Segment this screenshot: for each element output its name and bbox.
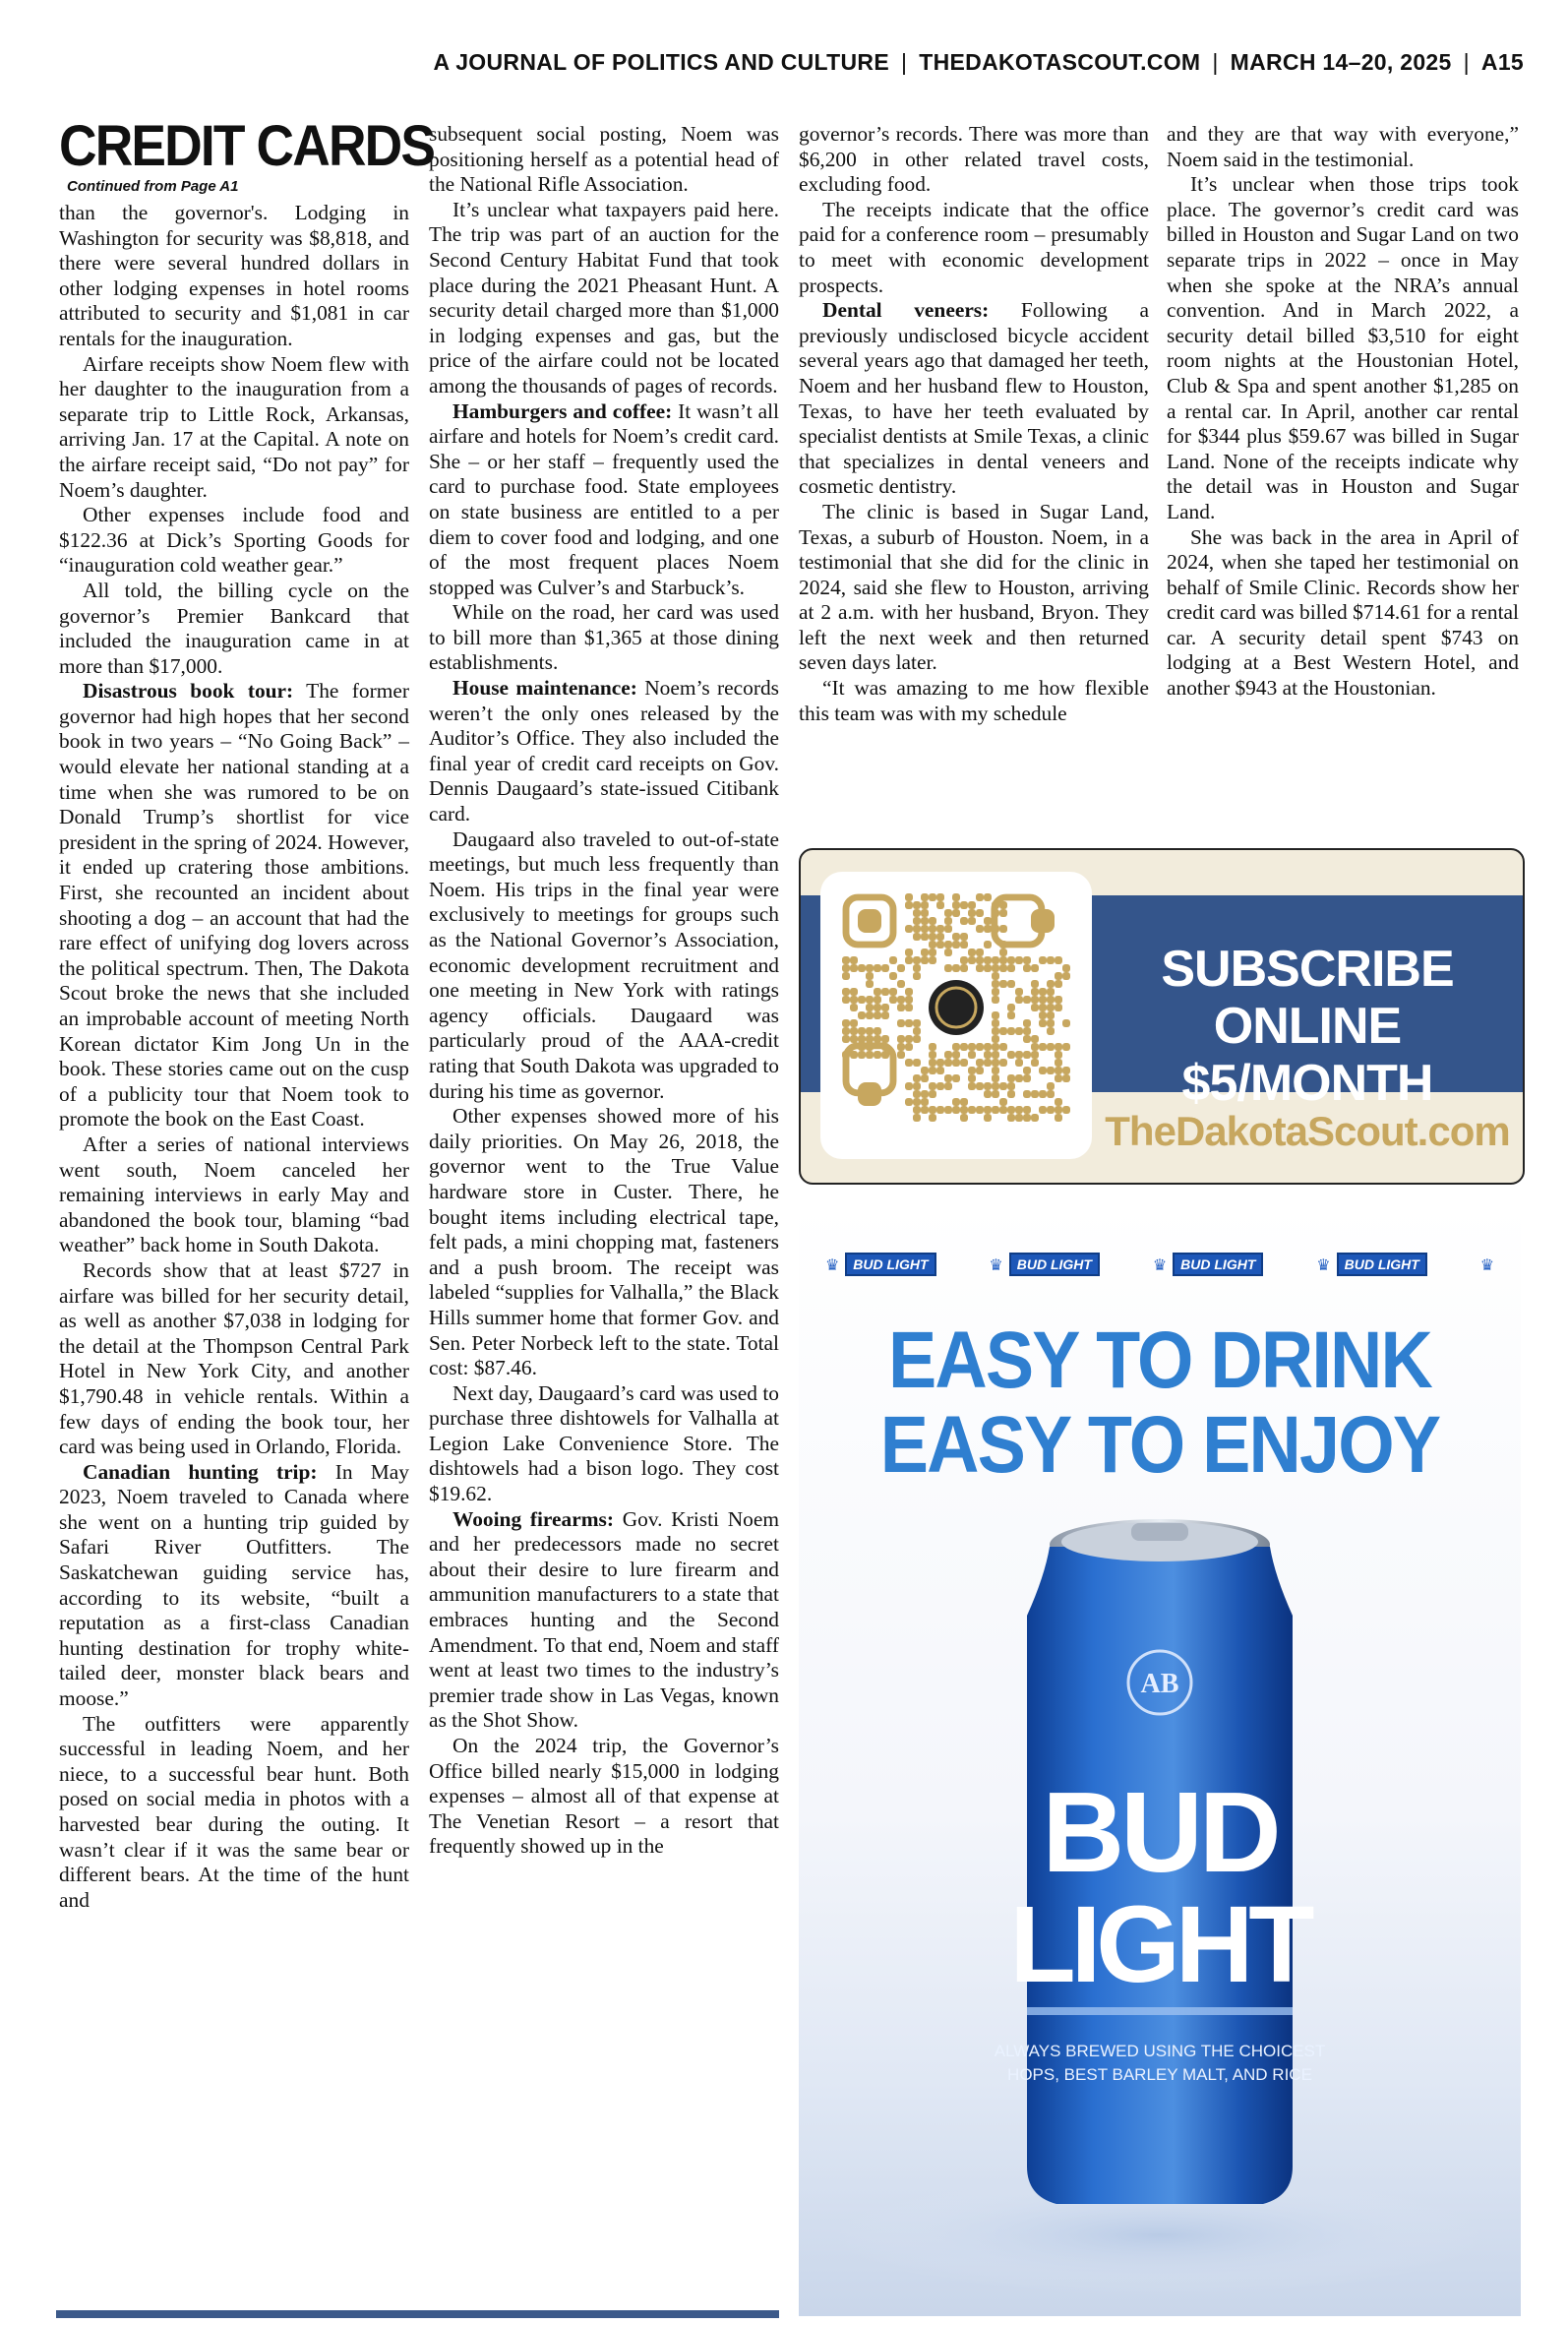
paragraph-text: The clinic is based in Sugar Land, Texas, a suburb of Houston. Noem, in a testimonial that she did for the clinic in 2024, said she flew to Houston, arriving at 2 a.m. with her husband, Bryon. They left the next week and then returned seven days later.: [799, 499, 1149, 675]
paragraph-text: Other expenses include food and $122.36 at Dick’s Sporting Goods for “inauguration cold weather gear.”: [59, 503, 409, 578]
article-paragraph: [799, 198, 1149, 298]
article-paragraph: [59, 352, 409, 504]
headline: CREDIT CARDS: [59, 114, 435, 178]
paragraph-lead: House maintenance:: [452, 676, 637, 701]
paragraph-text: “It was amazing to me how flexible this team was with my schedule: [799, 676, 1149, 725]
column-bottom-rule: [56, 2310, 779, 2318]
article-paragraph: [429, 198, 779, 399]
paragraph-text: While on the road, her card was used to bill more than $1,365 at those dining establishments.: [429, 600, 779, 675]
subscribe-title: [1092, 941, 1523, 1112]
paragraph-lead: Hamburgers and coffee:: [452, 398, 673, 423]
masthead-separator: |: [1212, 49, 1219, 75]
paragraph-text: She was back in the area in April of 2024, when she taped her testimonial on behalf of Smile Clinic. Records show her credit card was billed $714.61 for a rental car. A security detail spent $743 on lodging at a Best Western Hotel, and another $943 at the Houstonian.: [1167, 524, 1519, 701]
subscribe-line-2: $5/MONTH: [1181, 1055, 1433, 1112]
column-1-body: [59, 201, 409, 1913]
can-tagline-1: ALWAYS BREWED USING THE CHOICEST: [994, 2042, 1326, 2060]
masthead-separator: |: [1463, 49, 1470, 75]
page-number: A15: [1480, 49, 1524, 75]
qr-code-icon: [842, 893, 1070, 1137]
bud-light-logo-text: BUD LIGHT: [845, 1253, 935, 1276]
masthead-site: THEDAKOTASCOUT.COM: [919, 49, 1201, 75]
ad-slogan-line-2: EASY TO ENJOY: [879, 1400, 1440, 1490]
article-paragraph: [59, 503, 409, 579]
article-paragraph: [59, 201, 409, 352]
masthead-date: MARCH 14–20, 2025: [1230, 49, 1452, 75]
article-paragraph: [59, 1258, 409, 1460]
article-paragraph: [1167, 172, 1519, 524]
article-paragraph: [799, 122, 1149, 198]
crown-icon: ♛: [824, 1254, 840, 1274]
paragraph-text: Noem’s records weren’t the only ones released by the Auditor’s Office. They also included the final year of credit card receipts on Gov. Dennis Daugaard’s state-issued Citibank card.: [429, 676, 779, 826]
paragraph-text: It’s unclear what taxpayers paid here. The trip was part of an auction for the Second Century Habitat Fund that took place during the 2021 Pheasant Hunt. A security detail charged more than $1,000 in lodging expenses and gas, but the price of the airfare could not be located among the thousands of pages of records.: [429, 197, 779, 398]
paragraph-text: than the governor's. Lodging in Washington for security was $8,818, and there were several hundred dollars in other lodging expenses in hotel rooms attributed to security and $1,081 in car rentals for the inauguration.: [59, 201, 409, 350]
paragraph-lead: Disastrous book tour:: [83, 679, 294, 704]
ad-slogan-line-1: EASY TO DRINK: [887, 1315, 1432, 1405]
subscribe-url[interactable]: TheDakotaScout.com: [1105, 1108, 1510, 1154]
crown-icon: ♛: [1479, 1254, 1495, 1274]
article-column-2: [429, 122, 779, 1860]
article-paragraph: [799, 676, 1149, 726]
article-paragraph: [429, 399, 779, 601]
paragraph-lead: Canadian hunting trip:: [83, 1459, 318, 1484]
paragraph-text: governor’s records. There was more than $6,200 in other related travel costs, excluding food.: [799, 122, 1149, 197]
continued-note: Continued from Page A1: [67, 178, 239, 195]
crown-icon: ♛: [1152, 1254, 1168, 1274]
article-paragraph: [429, 1381, 779, 1507]
paragraph-text: The receipts indicate that the office paid for a conference room – presumably to meet with economic development prospects.: [799, 197, 1149, 297]
subscribe-line-1: SUBSCRIBE ONLINE: [1161, 941, 1454, 1055]
paragraph-text: subsequent social posting, Noem was positioning herself as a potential head of the National Rifle Association.: [429, 122, 779, 197]
paragraph-text: Other expenses showed more of his daily priorities. On May 26, 2018, the governor went to the True Value hardware store in Custer. There, he bought items including electrical tape, felt pads, a mini chopping mat, fasteners and a push broom. The receipt was labeled “supplies for Valhalla,” the Black Hills summer home that former Gov. and Sen. Peter Norbeck left to the state. Total cost: $87.46.: [429, 1104, 779, 1380]
masthead: [59, 49, 1524, 89]
can-badge: AB: [1140, 1669, 1179, 1699]
can-word-light: LIGHT: [1009, 1884, 1310, 2005]
article-column-4: [1167, 122, 1519, 702]
bud-light-logo-text: BUD LIGHT: [1173, 1253, 1263, 1276]
article-paragraph: [1167, 122, 1519, 172]
qr-code[interactable]: [820, 872, 1092, 1159]
article-paragraph: [59, 679, 409, 1132]
article-paragraph: [59, 1132, 409, 1258]
paragraph-text: In May 2023, Noem traveled to Canada where she went on a hunting trip guided by Safari River Outfitters. The Saskatchewan guiding service has, according to its website, “built a reputation as a first-class Canadian hunting destination for trophy white-tailed deer, monster black bears and moose.”: [59, 1459, 409, 1711]
bud-light-logo-text: BUD LIGHT: [1009, 1253, 1100, 1276]
article-paragraph: [429, 1734, 779, 1860]
paragraph-text: Following a previously undisclosed bicycle accident several years ago that damaged her teeth, Noem and her husband flew to Houston, Texas, to have her teeth evaluated by specialist dentists at Smile Texas, a clinic that specializes in dental veneers and cosmetic dentistry.: [799, 298, 1149, 499]
paragraph-text: It’s unclear when those trips took place. The governor’s credit card was billed in Houston and Sugar Land on two separate trips in 2022 – once in May when she spoke at the NRA’s annual convention. And in March 2022, a security detail billed $3,510 for eight room nights at the Houstonian Hotel, Club & Spa and spent another $1,285 on a rental car. In April, another car rental for $344 plus $59.67 was billed in Sugar Land. None of the receipts indicate why the detail was in Houston and Sugar Land.: [1167, 172, 1519, 523]
article-column-3: [799, 122, 1149, 726]
paragraph-text: All told, the billing cycle on the governor’s Premier Bankcard that included the inauguration came in at more than $17,000.: [59, 578, 409, 678]
article-paragraph: [1167, 525, 1519, 702]
paragraph-lead: Dental veneers:: [822, 298, 990, 323]
crown-icon: ♛: [989, 1254, 1003, 1274]
can-stripe: [1027, 2007, 1293, 2015]
paragraph-text: Next day, Daugaard’s card was used to purchase three dishtowels for Valhalla at Legion Lake Convenience Store. The dishtowels had a bison logo. They cost $19.62.: [429, 1380, 779, 1506]
article-paragraph: [429, 122, 779, 198]
paragraph-text: After a series of national interviews went south, Noem canceled her remaining interviews in early May and abandoned the book tour, blaming “bad weather” back home in South Dakota.: [59, 1132, 409, 1257]
article-paragraph: [429, 676, 779, 827]
article-paragraph: [799, 298, 1149, 500]
article-paragraph: [429, 827, 779, 1105]
paragraph-text: and they are that way with everyone,” Noem said in the testimonial.: [1167, 122, 1519, 171]
masthead-separator: |: [900, 49, 908, 75]
article-column-1: [59, 114, 435, 1913]
paragraph-text: Airfare receipts show Noem flew with her daughter to the inauguration from a separate trip to Little Rock, Arkansas, arriving Jan. 17 at the Capital. A note on the airfare receipt said, “Do not pay” for Noem’s daughter.: [59, 351, 409, 502]
paragraph-text: Gov. Kristi Noem and her predecessors made no secret about their desire to lure firearm and ammunition manufacturers to a state that embraces hunting and the Second Amendment. To that end, Noem and staff went at least two times to the industry’s premier trade show in Las Vegas, known as the Shot Show.: [429, 1506, 779, 1733]
subscribe-ad[interactable]: [799, 848, 1525, 1185]
bud-light-ad: [799, 1202, 1521, 2316]
article-paragraph: [59, 1460, 409, 1712]
article-paragraph: [429, 1104, 779, 1381]
article-paragraph: [59, 579, 409, 679]
masthead-journal: A JOURNAL OF POLITICS AND CULTURE: [433, 49, 889, 75]
article-paragraph: [429, 1507, 779, 1734]
paragraph-text: On the 2024 trip, the Governor’s Office billed nearly $15,000 in lodging expenses – almost all of that expense at The Venetian Resort – a resort that frequently showed up in the: [429, 1734, 779, 1859]
article-paragraph: [59, 1712, 409, 1914]
crown-icon: ♛: [1316, 1254, 1331, 1274]
paragraph-lead: Wooing firearms:: [452, 1506, 614, 1531]
pull-tab: [1131, 1523, 1188, 1541]
paragraph-text: The outfitters were apparently successful in leading Noem, and her niece, to a successful bear hunt. Both posed on social media in photos with a harvested bear during the outing. It wasn’t clear if it was the same bear or different bears. At the time of the hunt and: [59, 1711, 409, 1912]
paragraph-text: It wasn’t all airfare and hotels for Noem’s credit card. She – or her staff – frequently used the card to purchase food. State employees on state business are entitled to a per diem to cover food and lodging, and one of the most frequent places Noem stopped was Culver’s and Starbuck’s.: [429, 398, 779, 599]
paragraph-text: Daugaard also traveled to out-of-state meetings, but much less frequently than Noem. His trips in the final year were exclusively to meetings for groups such as the National Governor’s Association, economic development recruitment and one meeting in New York with ratings agency officials. Daugaard was particularly proud of the AAA-credit rating that South Dakota was upgraded to during his time as governor.: [429, 826, 779, 1103]
beer-can-illustration: [799, 1202, 1521, 2316]
bud-light-logo-text: BUD LIGHT: [1337, 1253, 1427, 1276]
article-paragraph: [799, 500, 1149, 676]
paragraph-text: The former governor had high hopes that her second book in two years – “No Going Back” – would elevate her national standing at a time when she was rumored to be on Donald Trump’s shortlist for vice president in the spring of 2024. However, it ended up cratering those ambitions. First, she recounted an incident about shooting a dog – an account that had the rare effect of unifying dog lovers across the political spectrum. Then, The Dakota Scout broke the news that she included an improbable account of meeting North Korean dictator Kim Jong Un in the book. These stories came out on the cusp of a publicity tour that Noem took to promote the book on the East Coast.: [59, 679, 410, 1132]
article-paragraph: [429, 600, 779, 676]
can-tagline-2: HOPS, BEST BARLEY MALT, AND RICE: [1007, 2065, 1312, 2084]
paragraph-text: Records show that at least $727 in airfare was billed for her security detail, as well as another $7,038 in lodging for the detail at the Thompson Central Park Hotel in New York City, and another $1,790.48 in vehicle rentals. Within a few days of ending the book tour, her card was being used in Orlando, Florida.: [59, 1257, 409, 1459]
can-word-bud: BUD: [1042, 1768, 1278, 1896]
